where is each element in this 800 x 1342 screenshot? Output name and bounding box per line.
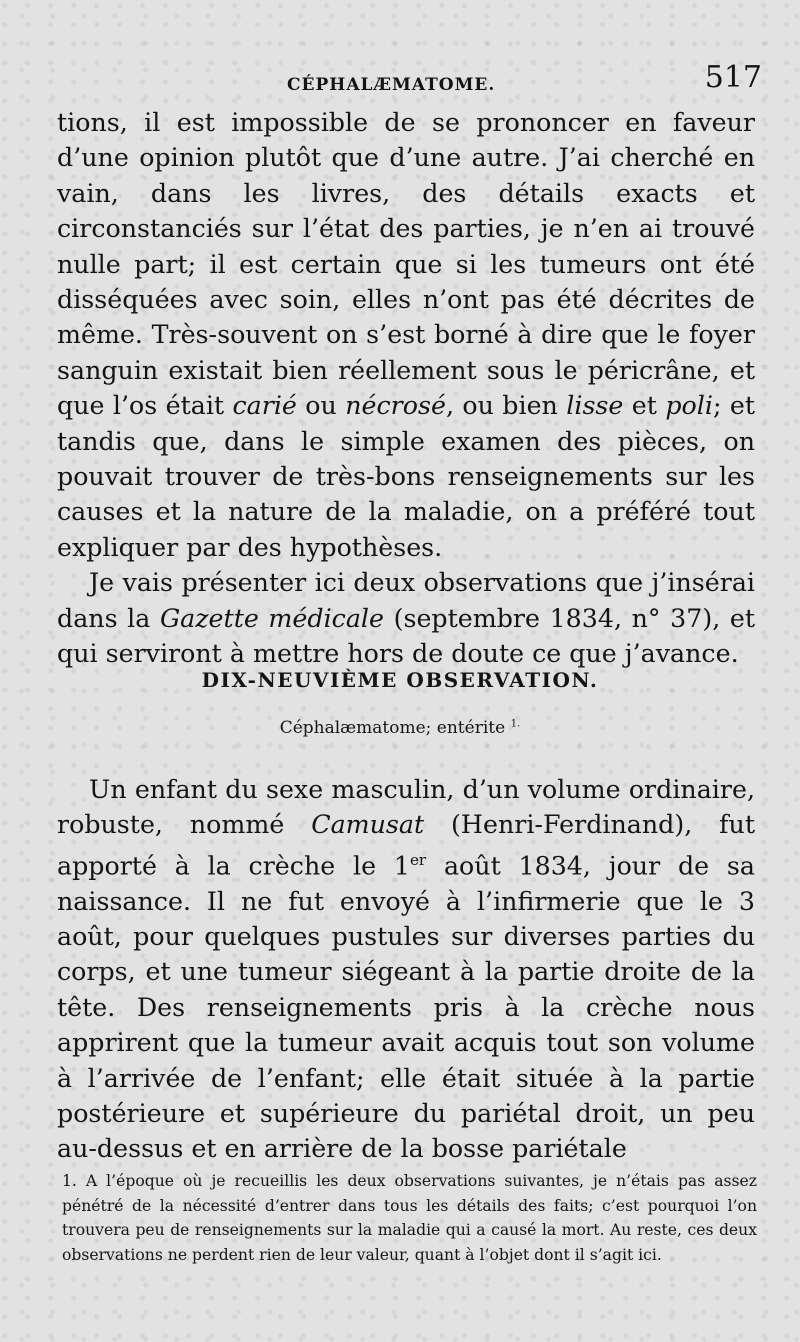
- journal-title: Gazette médicale: [159, 603, 384, 633]
- text-run: août 1834, jour de sa naissance. Il ne fut envoyé à l’infirmerie que le 3 août, pour quelques pustules sur diverses parties du corps, et une tumeur siégeant à la partie droite de la tête. Des renseignements pris à la crèche nous apprirent que la tumeur avait acquis tout son volume à l’arrivée de l’enfant; elle était située à la partie postérieure et supérieure du pariétal droit, un peu au-dessus et en arrière de la bosse pariétale: [57, 851, 755, 1164]
- italic-term: nécrosé: [345, 391, 446, 421]
- italic-name: Camusat: [311, 810, 425, 840]
- superscript: er: [409, 850, 427, 869]
- italic-term: carié: [232, 391, 297, 421]
- footnote: 1. A l’époque où je recueillis les deux observations suivantes, je n’étais pas assez pénétré de la nécessité d’entrer dans tous les détails des faits; c’est pourquoi l’on trouvera peu de renseignements sur la maladie qui a causé la mort. Au reste, ces deux observations ne perdent rien de leur valeur, quant à l’objet dont il s’agit ici.: [62, 1172, 757, 1264]
- subtitle-text: Céphalæmatome; entérite: [279, 718, 506, 738]
- text-run: tions, il est impossible de se prononcer en faveur d’une opinion plutôt que d’une autre. J’ai cherché en vain, dans les livres, des détails exacts et circonstanciés sur l’état des parties, je n’en ai trouvé nulle part; il est certain que si les tumeurs ont été disséquées avec soin, elles n’ont pas été décrites de même. Très-souvent on s’est borné à dire que le foyer sanguin existait bien réellement sous le péricrâne, et que l’os était: [57, 108, 755, 421]
- observation-subtitle: [0, 718, 800, 738]
- paragraph-2: [57, 565, 755, 671]
- body-text-top: [57, 105, 755, 672]
- paragraph-3: [57, 772, 755, 1167]
- text-run: , ou bien: [445, 391, 567, 421]
- page-header: [57, 58, 762, 106]
- observation-title: DIX-NEUVIÈME OBSERVATION.: [201, 668, 599, 692]
- text-run: ou: [296, 391, 346, 421]
- italic-term: poli: [665, 391, 713, 421]
- text-run: Un enfant du sexe masculin, d’un volume ordinaire, robuste, nommé: [57, 775, 755, 840]
- text-run: (septembre 1834, n° 37), et qui serviront à mettre hors de doute ce que j’avance.: [57, 603, 755, 669]
- body-text-bottom: [57, 772, 755, 1167]
- page-number: 517: [704, 60, 762, 95]
- text-run: (Henri-Ferdinand), fut apporté à la crèche le 1: [57, 810, 755, 881]
- paragraph-1: [57, 105, 755, 565]
- text-run: ; et tandis que, dans le simple examen des pièces, on pouvait trouver de très-bons renseignements sur les causes et la nature de la maladie, on a préféré tout expliquer par des hypothèses.: [57, 391, 756, 562]
- text-run: Je vais présenter ici deux observations que j’insérai dans la: [57, 568, 755, 633]
- footnote-ref: 1.: [510, 718, 521, 730]
- text-run: et: [623, 391, 666, 421]
- running-head: CÉPHALÆMATOME.: [287, 75, 496, 95]
- italic-term: lisse: [566, 391, 624, 421]
